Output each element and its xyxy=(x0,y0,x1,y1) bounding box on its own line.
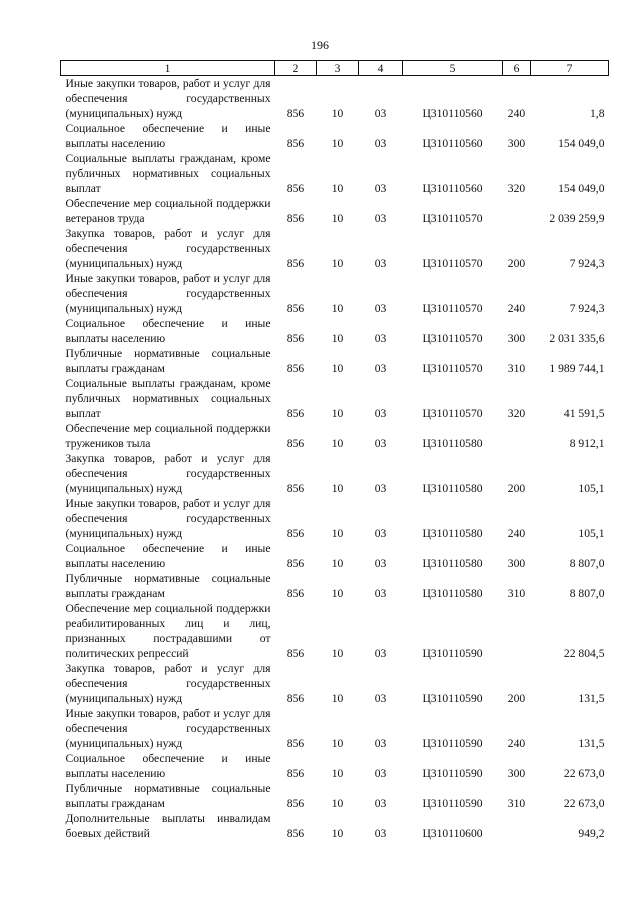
row-amount-cell: 154 049,0 xyxy=(558,137,605,150)
row-expense-type-cell xyxy=(503,196,531,226)
row-expense-type-cell xyxy=(503,601,531,661)
row-name-cell: Публичные нормативные социальные выплаты гражданам xyxy=(65,572,271,600)
row-amount-cell: 1,8 xyxy=(590,107,605,120)
row-subsection-cell: 03 xyxy=(374,692,387,705)
row-target-article-cell: Ц310110570 xyxy=(422,302,483,315)
row-subsection-cell: 03 xyxy=(374,362,387,375)
row-expense-type-cell: 310 xyxy=(507,797,526,810)
row-section-cell: 10 xyxy=(331,212,344,225)
row-section-cell: 10 xyxy=(331,362,344,375)
row-amount-cell: 131,5 xyxy=(578,737,605,750)
row-subsection-cell: 03 xyxy=(374,557,387,570)
row-section-cell: 10 xyxy=(331,737,344,750)
row-expense-type-cell xyxy=(503,421,531,451)
row-target-article-cell: Ц310110590 xyxy=(422,737,483,750)
row-target-article-cell: Ц310110570 xyxy=(422,407,483,420)
row-target-article-cell: Ц310110580 xyxy=(422,527,483,540)
table-row xyxy=(61,76,609,122)
table-row xyxy=(61,316,609,346)
header-col-6: 6 xyxy=(503,61,531,76)
header-col-7: 7 xyxy=(531,61,609,76)
row-expense-type-cell: 200 xyxy=(507,692,526,705)
row-code-cell: 856 xyxy=(286,482,305,495)
row-code-cell: 856 xyxy=(286,257,305,270)
row-subsection-cell: 03 xyxy=(374,437,387,450)
table-row xyxy=(61,601,609,661)
row-target-article-cell: Ц310110590 xyxy=(422,692,483,705)
row-amount-cell: 22 673,0 xyxy=(563,767,605,780)
row-amount-cell: 7 924,3 xyxy=(569,257,605,270)
row-code-cell: 856 xyxy=(286,737,305,750)
header-row xyxy=(61,61,609,76)
row-expense-type-cell: 300 xyxy=(507,767,526,780)
row-expense-type-cell: 200 xyxy=(507,257,526,270)
row-amount-cell: 41 591,5 xyxy=(563,407,605,420)
row-subsection-cell: 03 xyxy=(374,302,387,315)
table-row xyxy=(61,496,609,541)
table-row xyxy=(61,751,609,781)
table-row xyxy=(61,226,609,271)
row-expense-type-cell: 300 xyxy=(507,137,526,150)
row-name-cell: Дополнительные выплаты инвалидам боевых действий xyxy=(65,812,271,840)
row-expense-type-cell: 320 xyxy=(507,407,526,420)
row-expense-type-cell: 310 xyxy=(507,362,526,375)
row-amount-cell: 2 039 259,9 xyxy=(549,212,605,225)
row-name-cell: Обеспечение мер социальной поддержки тружеников тыла xyxy=(65,422,271,450)
row-expense-type-cell: 240 xyxy=(507,527,526,540)
row-target-article-cell: Ц310110580 xyxy=(422,482,483,495)
row-code-cell: 856 xyxy=(286,797,305,810)
row-target-article-cell: Ц310110580 xyxy=(422,437,483,450)
row-code-cell: 856 xyxy=(286,407,305,420)
row-name-cell: Социальное обеспечение и иные выплаты населению xyxy=(65,752,271,780)
row-target-article-cell: Ц310110560 xyxy=(422,137,483,150)
row-name-cell: Иные закупки товаров, работ и услуг для обеспечения государственных (муниципальных) нужд xyxy=(65,272,271,315)
row-code-cell: 856 xyxy=(286,107,305,120)
row-amount-cell: 949,2 xyxy=(578,827,605,840)
table-row xyxy=(61,541,609,571)
table-body xyxy=(61,76,609,842)
table-row xyxy=(61,706,609,751)
row-section-cell: 10 xyxy=(331,407,344,420)
row-target-article-cell: Ц310110580 xyxy=(422,587,483,600)
row-name-cell: Закупка товаров, работ и услуг для обеспечения государственных (муниципальных) нужд xyxy=(65,452,271,495)
row-code-cell: 856 xyxy=(286,587,305,600)
row-section-cell: 10 xyxy=(331,182,344,195)
table-row xyxy=(61,121,609,151)
row-subsection-cell: 03 xyxy=(374,407,387,420)
row-subsection-cell: 03 xyxy=(374,182,387,195)
row-name-cell: Закупка товаров, работ и услуг для обеспечения государственных (муниципальных) нужд xyxy=(65,662,271,705)
row-name-cell: Социальное обеспечение и иные выплаты населению xyxy=(65,542,271,570)
row-section-cell: 10 xyxy=(331,437,344,450)
budget-table xyxy=(60,60,609,841)
row-target-article-cell: Ц310110570 xyxy=(422,257,483,270)
header-col-1: 1 xyxy=(61,61,275,76)
row-target-article-cell: Ц310110560 xyxy=(422,107,483,120)
row-code-cell: 856 xyxy=(286,527,305,540)
row-amount-cell: 22 673,0 xyxy=(563,797,605,810)
row-code-cell: 856 xyxy=(286,212,305,225)
row-name-cell: Социальное обеспечение и иные выплаты населению xyxy=(65,122,271,150)
row-amount-cell: 8 807,0 xyxy=(569,587,605,600)
row-name-cell: Обеспечение мер социальной поддержки реабилитированных лиц и лиц, признанных пострадавшими от политических репрессий xyxy=(65,602,271,660)
row-section-cell: 10 xyxy=(331,302,344,315)
header-col-3: 3 xyxy=(317,61,359,76)
row-amount-cell: 8 912,1 xyxy=(569,437,605,450)
row-section-cell: 10 xyxy=(331,587,344,600)
row-expense-type-cell: 300 xyxy=(507,332,526,345)
table-row xyxy=(61,781,609,811)
row-subsection-cell: 03 xyxy=(374,332,387,345)
row-code-cell: 856 xyxy=(286,557,305,570)
header-col-5: 5 xyxy=(403,61,503,76)
row-subsection-cell: 03 xyxy=(374,137,387,150)
header-col-4: 4 xyxy=(359,61,403,76)
row-name-cell: Иные закупки товаров, работ и услуг для обеспечения государственных (муниципальных) нужд xyxy=(65,707,271,750)
row-code-cell: 856 xyxy=(286,332,305,345)
row-name-cell: Социальные выплаты гражданам, кроме публичных нормативных социальных выплат xyxy=(65,152,271,195)
row-amount-cell: 131,5 xyxy=(578,692,605,705)
row-expense-type-cell: 240 xyxy=(507,737,526,750)
row-name-cell: Обеспечение мер социальной поддержки ветеранов труда xyxy=(65,197,271,225)
row-subsection-cell: 03 xyxy=(374,257,387,270)
row-target-article-cell: Ц310110570 xyxy=(422,212,483,225)
table-row xyxy=(61,376,609,421)
table-row xyxy=(61,451,609,496)
row-amount-cell: 8 807,0 xyxy=(569,557,605,570)
row-section-cell: 10 xyxy=(331,767,344,780)
row-section-cell: 10 xyxy=(331,827,344,840)
row-target-article-cell: Ц310110590 xyxy=(422,797,483,810)
page-number: 196 xyxy=(311,38,329,52)
row-amount-cell: 22 804,5 xyxy=(563,647,605,660)
row-section-cell: 10 xyxy=(331,482,344,495)
row-section-cell: 10 xyxy=(331,137,344,150)
row-amount-cell: 2 031 335,6 xyxy=(549,332,605,345)
row-target-article-cell: Ц310110570 xyxy=(422,362,483,375)
row-expense-type-cell: 200 xyxy=(507,482,526,495)
row-name-cell: Социальные выплаты гражданам, кроме публичных нормативных социальных выплат xyxy=(65,377,271,420)
row-expense-type-cell xyxy=(503,811,531,841)
row-subsection-cell: 03 xyxy=(374,527,387,540)
row-expense-type-cell: 240 xyxy=(507,302,526,315)
table-row xyxy=(61,346,609,376)
row-subsection-cell: 03 xyxy=(374,797,387,810)
row-target-article-cell: Ц310110590 xyxy=(422,767,483,780)
row-subsection-cell: 03 xyxy=(374,587,387,600)
row-code-cell: 856 xyxy=(286,647,305,660)
table-header xyxy=(61,61,609,76)
row-name-cell: Публичные нормативные социальные выплаты гражданам xyxy=(65,782,271,810)
row-name-cell: Закупка товаров, работ и услуг для обеспечения государственных (муниципальных) нужд xyxy=(65,227,271,270)
table-row xyxy=(61,151,609,196)
row-section-cell: 10 xyxy=(331,257,344,270)
row-target-article-cell: Ц310110580 xyxy=(422,557,483,570)
row-expense-type-cell: 320 xyxy=(507,182,526,195)
row-section-cell: 10 xyxy=(331,647,344,660)
table-row xyxy=(61,271,609,316)
row-target-article-cell: Ц310110570 xyxy=(422,332,483,345)
row-subsection-cell: 03 xyxy=(374,647,387,660)
row-section-cell: 10 xyxy=(331,332,344,345)
row-name-cell: Социальное обеспечение и иные выплаты населению xyxy=(65,317,271,345)
row-section-cell: 10 xyxy=(331,107,344,120)
row-subsection-cell: 03 xyxy=(374,212,387,225)
row-code-cell: 856 xyxy=(286,767,305,780)
row-amount-cell: 7 924,3 xyxy=(569,302,605,315)
table-row xyxy=(61,661,609,706)
row-expense-type-cell: 310 xyxy=(507,587,526,600)
table-row xyxy=(61,196,609,226)
table-row xyxy=(61,571,609,601)
row-expense-type-cell: 240 xyxy=(507,107,526,120)
row-section-cell: 10 xyxy=(331,692,344,705)
row-subsection-cell: 03 xyxy=(374,827,387,840)
row-code-cell: 856 xyxy=(286,182,305,195)
header-col-2: 2 xyxy=(275,61,317,76)
row-target-article-cell: Ц310110590 xyxy=(422,647,483,660)
row-code-cell: 856 xyxy=(286,302,305,315)
row-code-cell: 856 xyxy=(286,827,305,840)
table-row xyxy=(61,421,609,451)
row-name-cell: Иные закупки товаров, работ и услуг для обеспечения государственных (муниципальных) нужд xyxy=(65,77,271,120)
row-section-cell: 10 xyxy=(331,527,344,540)
row-code-cell: 856 xyxy=(286,362,305,375)
row-name-cell: Публичные нормативные социальные выплаты гражданам xyxy=(65,347,271,375)
row-expense-type-cell: 300 xyxy=(507,557,526,570)
row-amount-cell: 105,1 xyxy=(578,482,605,495)
row-amount-cell: 154 049,0 xyxy=(558,182,605,195)
table-row xyxy=(61,811,609,841)
row-target-article-cell: Ц310110560 xyxy=(422,182,483,195)
row-name-cell: Иные закупки товаров, работ и услуг для обеспечения государственных (муниципальных) нужд xyxy=(65,497,271,540)
row-subsection-cell: 03 xyxy=(374,767,387,780)
row-code-cell: 856 xyxy=(286,437,305,450)
row-section-cell: 10 xyxy=(331,557,344,570)
row-target-article-cell: Ц310110600 xyxy=(422,827,483,840)
row-code-cell: 856 xyxy=(286,137,305,150)
row-code-cell: 856 xyxy=(286,692,305,705)
row-section-cell: 10 xyxy=(331,797,344,810)
row-subsection-cell: 03 xyxy=(374,107,387,120)
row-subsection-cell: 03 xyxy=(374,482,387,495)
row-subsection-cell: 03 xyxy=(374,737,387,750)
row-amount-cell: 1 989 744,1 xyxy=(549,362,605,375)
row-amount-cell: 105,1 xyxy=(578,527,605,540)
